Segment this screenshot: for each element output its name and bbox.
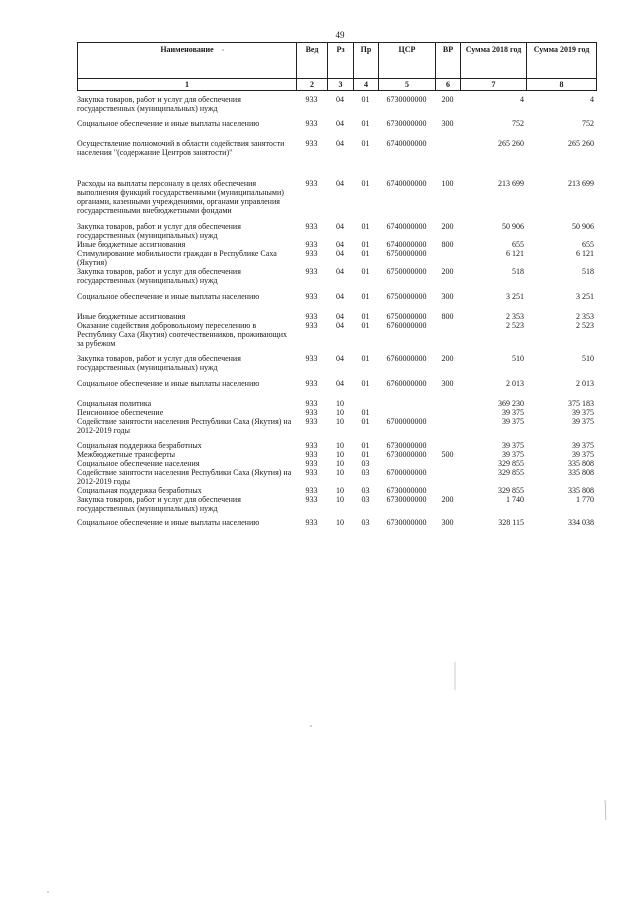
row-ved: 933 [305, 240, 318, 249]
row-sum-2018: 329 855 [498, 486, 524, 495]
row-name: Содействие занятости населения Республики Саха (Якутия) на 2012-2019 годы [77, 468, 292, 486]
row-name: Иные бюджетные ассигнования [77, 240, 186, 249]
row-sum-2019: 655 [582, 240, 594, 249]
row-rz: 04 [336, 119, 344, 128]
row-pr: 01 [361, 240, 370, 249]
row-sum-2019: 2 013 [576, 379, 594, 388]
row-sum-2018: 752 [512, 119, 524, 128]
row-ved: 933 [305, 222, 318, 231]
row-csr: 6730000000 [386, 518, 427, 527]
header-pr: Пр [354, 43, 379, 79]
row-sum-2019: 39 375 [572, 417, 594, 426]
row-sum-2018: 6 121 [506, 249, 524, 258]
row-sum-2018: 329 855 [498, 468, 524, 477]
row-name: Осуществление полномочий в области содействия занятости населения "(содержание Центров занятости)" [77, 139, 285, 157]
row-sum-2018: 2 013 [506, 379, 524, 388]
row-sum-2018: 50 906 [502, 222, 524, 231]
row-ved: 933 [305, 321, 318, 330]
row-ved: 933 [305, 417, 318, 426]
row-csr: 6730000000 [386, 495, 427, 504]
row-rz: 04 [336, 179, 344, 188]
row-ved: 933 [305, 459, 318, 468]
row-sum-2018: 328 115 [498, 518, 524, 527]
row-ved: 933 [305, 292, 318, 301]
row-pr: 01 [361, 249, 370, 258]
row-rz: 04 [336, 249, 344, 258]
row-ved: 933 [305, 119, 318, 128]
row-sum-2018: 39 375 [502, 450, 524, 459]
row-rz: 10 [336, 417, 344, 426]
header-sum-2019: Сумма 2019 год [527, 43, 597, 79]
row-ved: 933 [305, 179, 318, 188]
page-number: 49 [335, 30, 345, 40]
row-sum-2018: 213 699 [498, 179, 524, 188]
header-number: 4 [354, 79, 379, 91]
row-name: Социальное обеспечение и иные выплаты населению [77, 292, 260, 301]
header-number: 2 [297, 79, 328, 91]
row-name: Межбюджетные трансферты [77, 450, 175, 459]
row-csr: 6730000000 [386, 441, 427, 450]
header-number: 6 [436, 79, 461, 91]
row-csr: 6730000000 [386, 486, 427, 495]
row-csr: 6760000000 [386, 379, 427, 388]
header-number: 8 [527, 79, 597, 91]
row-sum-2019: 752 [582, 119, 594, 128]
row-vr: 300 [441, 379, 454, 388]
row-pr: 03 [361, 495, 370, 504]
row-sum-2019: 39 375 [572, 408, 594, 417]
row-sum-2018: 369 230 [498, 399, 524, 408]
row-sum-2019: 4 [590, 95, 594, 104]
row-vr: 200 [441, 95, 454, 104]
row-pr: 01 [361, 441, 370, 450]
row-sum-2019: 2 353 [576, 312, 594, 321]
row-sum-2018: 2 353 [506, 312, 524, 321]
row-sum-2019: 6 121 [576, 249, 594, 258]
row-ved: 933 [305, 486, 318, 495]
row-vr: 500 [441, 450, 454, 459]
row-ved: 933 [305, 267, 318, 276]
row-rz: 10 [336, 441, 344, 450]
row-vr: 300 [441, 292, 454, 301]
row-rz: 10 [336, 468, 344, 477]
header-ved: Вед [297, 43, 328, 79]
row-ved: 933 [305, 468, 318, 477]
row-name: Социальное обеспечение и иные выплаты населению [77, 379, 260, 388]
row-vr: 200 [441, 222, 454, 231]
row-rz: 10 [336, 459, 344, 468]
row-sum-2018: 39 375 [502, 408, 524, 417]
row-csr: 6730000000 [386, 119, 427, 128]
row-rz: 10 [336, 486, 344, 495]
row-vr: 300 [441, 518, 454, 527]
row-pr: 01 [361, 354, 370, 363]
row-pr: 01 [361, 95, 370, 104]
row-rz: 04 [336, 354, 344, 363]
row-ved: 933 [305, 139, 318, 148]
row-sum-2019: 335 808 [568, 468, 594, 477]
row-rz: 04 [336, 222, 344, 231]
row-rz: 04 [336, 312, 344, 321]
row-name: Содействие занятости населения Республики Саха (Якутия) на 2012-2019 годы [77, 417, 292, 435]
row-rz: 10 [336, 518, 344, 527]
row-pr: 01 [361, 292, 370, 301]
row-ved: 933 [305, 379, 318, 388]
row-name: Социальная поддержка безработных [77, 441, 202, 450]
header-rz: Рз [328, 43, 354, 79]
row-name: Оказание содействия добровольному переселению в Республику Саха (Якутия) соотечественников, проживающих за рубежом [77, 321, 287, 348]
row-sum-2019: 50 906 [572, 222, 594, 231]
row-name: Закупка товаров, работ и услуг для обеспечения государственных (муниципальных) нужд [77, 267, 241, 285]
row-name: Социальная политика [77, 399, 152, 408]
row-pr: 03 [361, 486, 370, 495]
row-pr: 01 [361, 408, 370, 417]
row-rz: 10 [336, 408, 344, 417]
scan-dot [310, 725, 312, 727]
row-sum-2019: 335 808 [568, 459, 594, 468]
row-sum-2019: 2 523 [576, 321, 594, 330]
row-sum-2019: 334 038 [568, 518, 594, 527]
scan-dot [47, 891, 49, 893]
row-pr: 01 [361, 312, 370, 321]
row-sum-2018: 655 [512, 240, 524, 249]
row-sum-2019: 518 [582, 267, 594, 276]
header-number: 5 [379, 79, 436, 91]
row-pr: 01 [361, 450, 370, 459]
row-rz: 10 [336, 495, 344, 504]
row-name: Социальное обеспечение населения [77, 459, 200, 468]
row-sum-2018: 510 [512, 354, 524, 363]
row-ved: 933 [305, 95, 318, 104]
row-rz: 04 [336, 292, 344, 301]
row-csr: 6760000000 [386, 354, 427, 363]
row-csr: 6730000000 [386, 450, 427, 459]
header-csr: ЦСР [379, 43, 436, 79]
row-ved: 933 [305, 408, 318, 417]
row-name: Расходы на выплаты персоналу в целях обеспечения выполнения функций государственными (муниципальными) органами, казенными учреждениями, органами управления государственными внебюджетными фондами [77, 179, 284, 215]
header-sum-2018: Сумма 2018 год [461, 43, 527, 79]
row-pr: 01 [361, 379, 370, 388]
row-csr: 6730000000 [386, 95, 427, 104]
header-number: 3 [328, 79, 354, 91]
row-pr: 01 [361, 267, 370, 276]
row-sum-2018: 3 251 [506, 292, 524, 301]
scan-mark [605, 800, 606, 820]
row-pr: 01 [361, 179, 370, 188]
row-sum-2019: 510 [582, 354, 594, 363]
row-csr: 6700000000 [386, 468, 427, 477]
row-csr: 6750000000 [386, 292, 427, 301]
row-name: Социальная поддержка безработных [77, 486, 202, 495]
row-sum-2018: 39 375 [502, 417, 524, 426]
row-rz: 04 [336, 379, 344, 388]
row-name: Пенсионное обеспечение [77, 408, 164, 417]
row-sum-2018: 4 [520, 95, 524, 104]
row-ved: 933 [305, 312, 318, 321]
row-name: Социальное обеспечение и иные выплаты населению [77, 518, 260, 527]
row-rz: 04 [336, 139, 344, 148]
row-name: Иные бюджетные ассигнования [77, 312, 186, 321]
header-name: Наименование [78, 43, 297, 79]
row-rz: 04 [336, 267, 344, 276]
row-sum-2018: 1 740 [506, 495, 524, 504]
scan-dot [222, 49, 223, 50]
row-rz: 10 [336, 399, 344, 408]
row-sum-2018: 265 260 [498, 139, 524, 148]
row-ved: 933 [305, 495, 318, 504]
row-name: Закупка товаров, работ и услуг для обеспечения государственных (муниципальных) нужд [77, 95, 241, 113]
row-vr: 200 [441, 267, 454, 276]
row-pr: 01 [361, 119, 370, 128]
row-name: Стимулирование мобильности граждан в Республике Саха (Якутия) [77, 249, 277, 267]
row-sum-2018: 518 [512, 267, 524, 276]
row-csr: 6740000000 [386, 179, 427, 188]
row-vr: 300 [441, 119, 454, 128]
row-csr: 6750000000 [386, 312, 427, 321]
row-ved: 933 [305, 399, 318, 408]
row-pr: 03 [361, 459, 370, 468]
row-sum-2019: 375 183 [568, 399, 594, 408]
row-sum-2019: 213 699 [568, 179, 594, 188]
row-sum-2019: 39 375 [572, 450, 594, 459]
row-ved: 933 [305, 518, 318, 527]
header-number: 7 [461, 79, 527, 91]
row-rz: 04 [336, 95, 344, 104]
row-csr: 6750000000 [386, 249, 427, 258]
row-vr: 800 [441, 312, 454, 321]
row-sum-2018: 2 523 [506, 321, 524, 330]
header-number: 1 [78, 79, 297, 91]
row-vr: 200 [441, 354, 454, 363]
row-rz: 10 [336, 450, 344, 459]
row-pr: 03 [361, 468, 370, 477]
row-csr: 6740000000 [386, 222, 427, 231]
row-pr: 01 [361, 139, 370, 148]
row-rz: 04 [336, 321, 344, 330]
row-csr: 6700000000 [386, 417, 427, 426]
row-ved: 933 [305, 249, 318, 258]
row-name: Закупка товаров, работ и услуг для обеспечения государственных (муниципальных) нужд [77, 222, 241, 240]
row-name: Закупка товаров, работ и услуг для обеспечения государственных (муниципальных) нужд [77, 354, 241, 372]
row-pr: 01 [361, 321, 370, 330]
row-sum-2018: 329 855 [498, 459, 524, 468]
row-sum-2018: 39 375 [502, 441, 524, 450]
row-pr: 01 [361, 417, 370, 426]
row-rz: 04 [336, 240, 344, 249]
row-vr: 200 [441, 495, 454, 504]
row-pr: 03 [361, 518, 370, 527]
row-sum-2019: 265 260 [568, 139, 594, 148]
row-sum-2019: 1 770 [576, 495, 594, 504]
row-pr: 01 [361, 222, 370, 231]
row-csr: 6760000000 [386, 321, 427, 330]
row-name: Закупка товаров, работ и услуг для обеспечения государственных (муниципальных) нужд [77, 495, 241, 513]
row-ved: 933 [305, 441, 318, 450]
row-csr: 6740000000 [386, 139, 427, 148]
row-ved: 933 [305, 450, 318, 459]
header-vr: ВР [436, 43, 461, 79]
row-vr: 800 [441, 240, 454, 249]
row-vr: 100 [441, 179, 454, 188]
row-csr: 6740000000 [386, 240, 427, 249]
row-csr: 6750000000 [386, 267, 427, 276]
row-sum-2019: 3 251 [576, 292, 594, 301]
row-sum-2019: 39 375 [572, 441, 594, 450]
row-ved: 933 [305, 354, 318, 363]
row-sum-2019: 335 808 [568, 486, 594, 495]
row-name: Социальное обеспечение и иные выплаты населению [77, 119, 260, 128]
